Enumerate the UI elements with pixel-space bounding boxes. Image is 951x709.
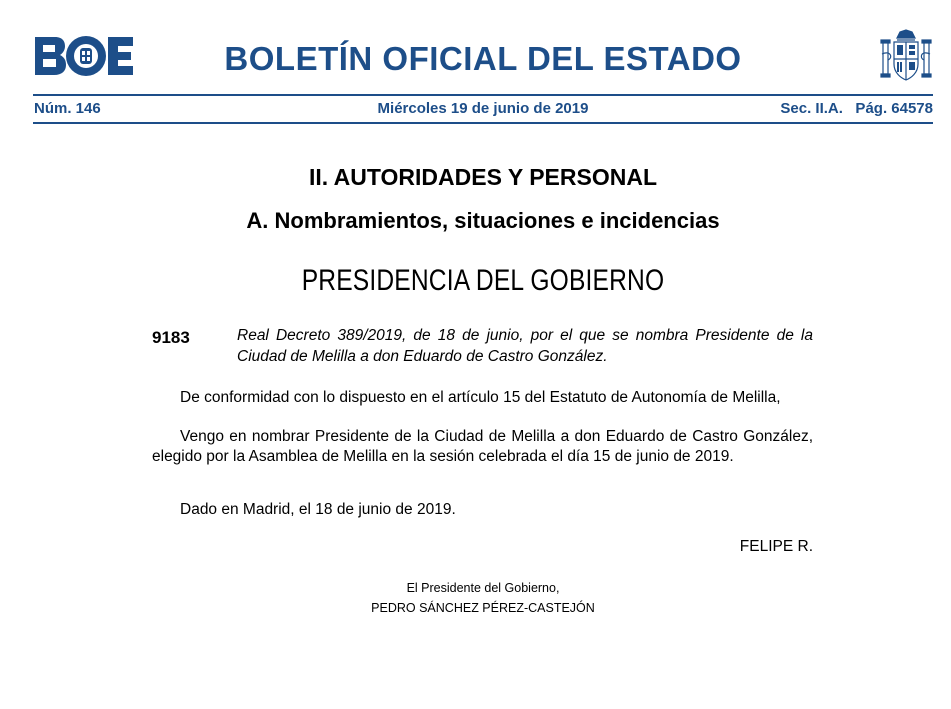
countersign-name: PEDRO SÁNCHEZ PÉREZ-CASTEJÓN — [371, 601, 595, 615]
svg-text:BOE: BOE — [33, 34, 36, 35]
decree-title: Real Decreto 389/2019, de 18 de junio, por el que se nombra Presidente de la Ciudad de Melilla a don Eduardo de Castro González. — [237, 327, 813, 365]
paragraph-2: Vengo en nombrar Presidente de la Ciudad de Melilla a don Eduardo de Castro González, elegido por la Asamblea de Melilla en la sesión celebrada el día 15 de junio de 2019. — [152, 428, 813, 465]
king-signature: FELIPE R. — [739, 538, 813, 555]
decree-number: 9183 — [152, 328, 190, 347]
section-subheading: A. Nombramientos, situaciones e incidencias — [246, 208, 720, 233]
section-page: Sec. II.A. Pág. 64578 — [780, 100, 933, 117]
site-title: BOLETÍN OFICIAL DEL ESTADO — [224, 40, 742, 77]
paragraph-1: De conformidad con lo dispuesto en el artículo 15 del Estatuto de Autonomía de Melilla, — [180, 389, 781, 406]
issue-date: Miércoles 19 de junio de 2019 — [377, 100, 589, 117]
header-rule-bottom — [33, 122, 933, 124]
paragraph-3: Dado en Madrid, el 18 de junio de 2019. — [180, 501, 456, 518]
countersign-role: El Presidente del Gobierno, — [406, 581, 560, 595]
department-heading: PRESIDENCIA DEL GOBIERNO — [301, 264, 665, 297]
header-rule-top — [33, 94, 933, 96]
issue-number: Núm. 146 — [34, 100, 101, 117]
coat-of-arms-icon — [879, 28, 933, 84]
section-heading: II. AUTORIDADES Y PERSONAL — [308, 164, 658, 190]
